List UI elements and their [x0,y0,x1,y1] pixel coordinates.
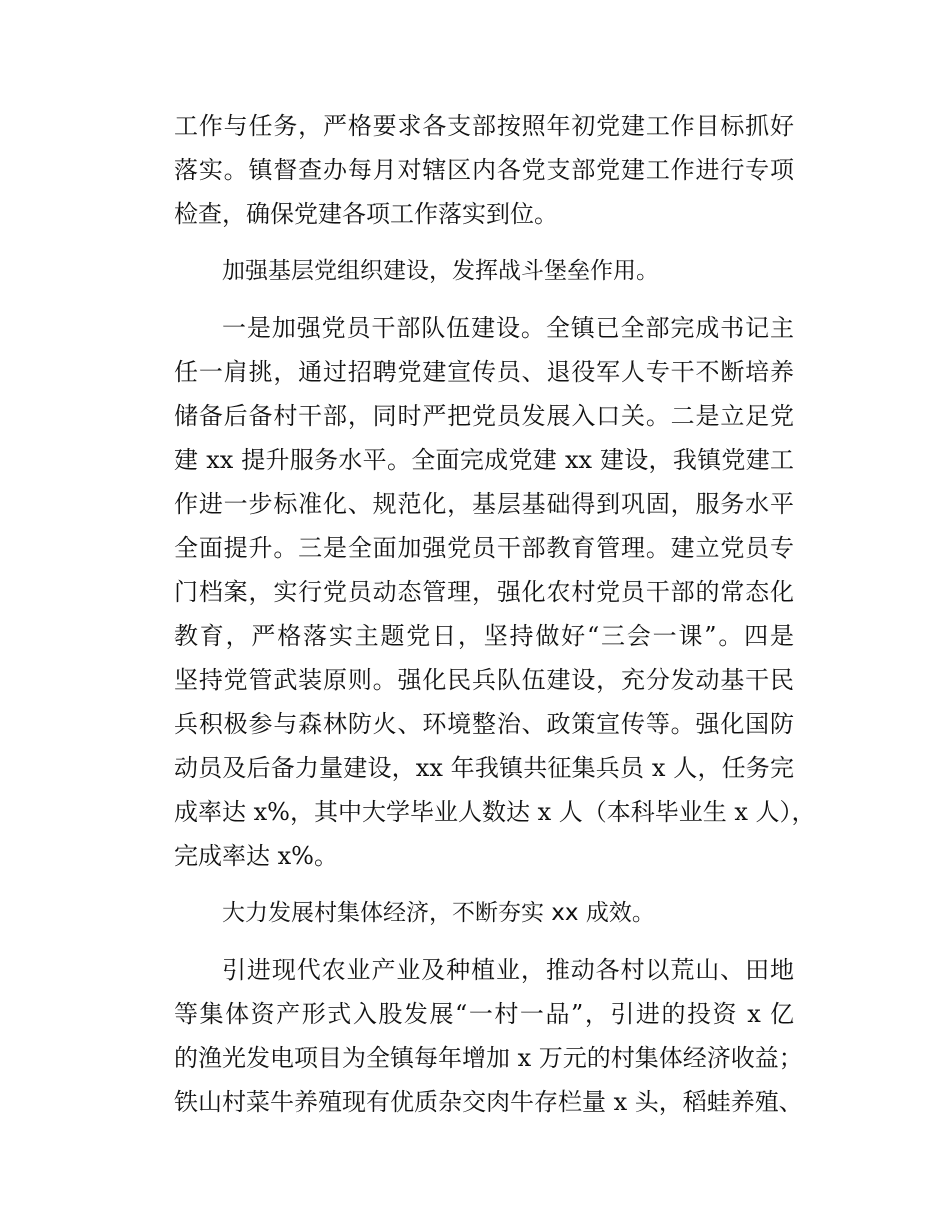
paragraph-line: 的渔光发电项目为全镇每年增加 x 万元的村集体经济收益； [174,1044,803,1072]
paragraph-line: 作进一步标准化、规范化，基层基础得到巩固，服务水平 [174,490,794,518]
paragraph-line: 教育，严格落实主题党日，坚持做好“三会一课”。四是 [174,622,794,650]
paragraph-line: 一是加强党员干部队伍建设。全镇已全部完成书记主 [222,314,794,342]
paragraph-line: 动员及后备力量建设，xx 年我镇共征集兵员 x 人，任务完 [174,754,794,782]
paragraph-line: 工作与任务，严格要求各支部按照年初党建工作目标抓好 [174,112,794,140]
section-heading: 大力发展村集体经济，不断夯实 xx 成效。 [222,900,655,926]
section-heading: 加强基层党组织建设，发挥战斗堡垒作用。 [222,258,659,284]
paragraph-line: 成率达 x%，其中大学毕业人数达 x 人（本科毕业生 x 人）， [174,798,816,826]
paragraph-line: 储备后备村干部，同时严把党员发展入口关。二是立足党 [174,402,794,430]
paragraph-line: 坚持党管武装原则。强化民兵队伍建设，充分发动基干民 [174,666,794,694]
paragraph-line: 兵积极参与森林防火、环境整治、政策宣传等。强化国防 [174,710,794,738]
paragraph-line: 检查，确保党建各项工作落实到位。 [174,200,558,228]
paragraph-line: 门档案，实行党员动态管理，强化农村党员干部的常态化 [174,578,794,606]
paragraph-line: 建 xx 提升服务水平。全面完成党建 xx 建设，我镇党建工 [174,446,794,474]
paragraph-line: 全面提升。三是全面加强党员干部教育管理。建立党员专 [174,534,794,562]
paragraph-line: 铁山村菜牛养殖现有优质杂交肉牛存栏量 x 头，稻蛙养殖、 [174,1088,803,1116]
paragraph-line: 引进现代农业产业及种植业，推动各村以荒山、田地 [222,956,794,984]
paragraph-line: 等集体资产形式入股发展“一村一品”，引进的投资 x 亿 [174,1000,794,1028]
paragraph-line: 落实。镇督查办每月对辖区内各党支部党建工作进行专项 [174,156,794,184]
paragraph-line: 任一肩挑，通过招聘党建宣传员、退役军人专干不断培养 [174,358,794,386]
paragraph-line: 完成率达 x%。 [174,842,338,870]
